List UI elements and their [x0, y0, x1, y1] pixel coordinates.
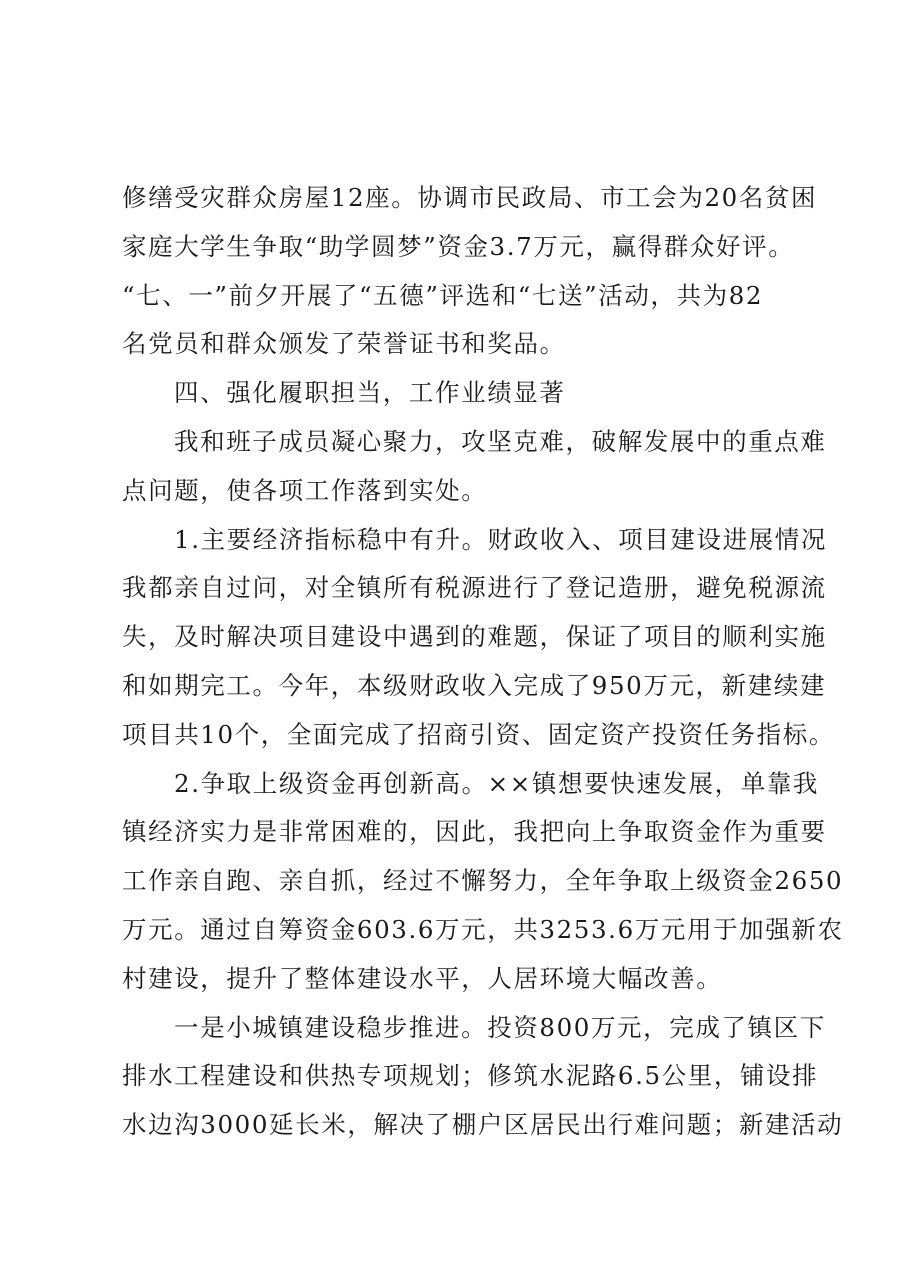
text-line: 一是小城镇建设稳步推进。投资800万元，完成了镇区下 [174, 1012, 826, 1042]
text-line: 项目共10个，全面完成了招商引资、固定资产投资任务指标。 [122, 719, 835, 749]
text-line: 1.主要经济指标稳中有升。财政收入、项目建设进展情况 [174, 524, 827, 554]
text-line: 镇经济实力是非常困难的，因此，我把向上争取资金作为重要 [122, 817, 827, 847]
text-line: 点问题，使各项工作落到实处。 [122, 475, 488, 505]
text-line: 工作亲自跑、亲自抓，经过不懈努力，全年争取上级资金2650 [122, 866, 844, 896]
text-line: 家庭大学生争取“助学圆梦”资金3.7万元，赢得群众好评。 [122, 231, 795, 261]
text-line: 失，及时解决项目建设中遇到的难题，保证了项目的顺利实施 [122, 622, 827, 652]
text-line: “七、一”前夕开展了“五德”评选和“七送”活动，共为82 [122, 280, 764, 310]
text-line: 我和班子成员凝心聚力，攻坚克难，破解发展中的重点难 [174, 426, 827, 456]
text-line: 万元。通过自筹资金603.6万元，共3253.6万元用于加强新农 [122, 914, 844, 944]
text-line: 修缮受灾群众房屋12座。协调市民政局、市工会为20名贫困 [122, 183, 818, 212]
document-body [122, 174, 844, 1150]
text-line: 我都亲自过问，对全镇所有税源进行了登记造册，避免税源流 [122, 573, 827, 603]
text-line: 水边沟3000延长米，解决了棚户区居民出行难问题；新建活动 [122, 1110, 844, 1140]
text-line: 名党员和群众颁发了荣誉证书和奖品。 [122, 329, 566, 359]
text-line: 排水工程建设和供热专项规划；修筑水泥路6.5公里，铺设排 [122, 1061, 819, 1091]
text-line: 村建设，提升了整体建设水平，人居环境大幅改善。 [122, 963, 723, 993]
text-line: 和如期完工。今年，本级财政收入完成了950万元，新建续建 [122, 670, 827, 700]
section-heading: 四、强化履职担当，工作业绩显著 [174, 378, 566, 408]
text-line: 2.争取上级资金再创新高。××镇想要快速发展，单靠我 [174, 768, 820, 798]
